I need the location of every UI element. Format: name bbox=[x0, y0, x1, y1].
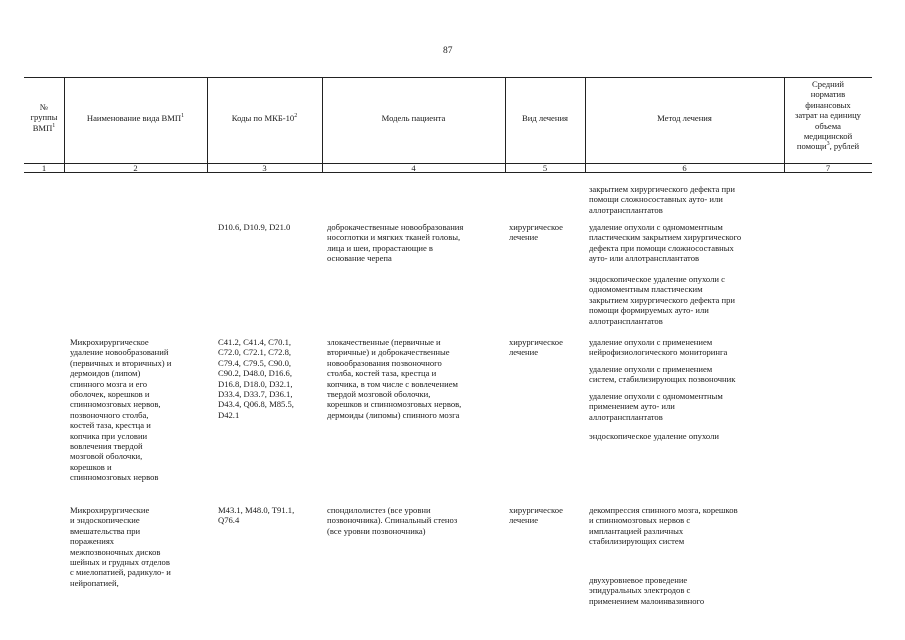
col-divider-3 bbox=[322, 77, 323, 172]
header-group-number: № группы ВМП$^1$ bbox=[30, 102, 58, 133]
treatment-method-text: декомпрессия спинного мозга, корешков и спинномозговых нервов с имплантацией различных стабилизирующих систем bbox=[589, 505, 738, 547]
col-number-3: 3 bbox=[262, 163, 267, 173]
patient-model-text: доброкачественные новообразования носоглотки и мягких тканей головы, лица и шеи, прорастающие в основание черепа bbox=[327, 222, 464, 264]
table-top-border bbox=[24, 77, 872, 78]
col-number-6: 6 bbox=[682, 163, 687, 173]
vmp-name-text: Микрохирургическое удаление новообразований (первичных и вторичных) и дермоидов (липом) спинного мозга и его оболочек, корешков и спинномозговых нервов, позвоночного столба, костей таза, крестца и копчика при условии вовлечения твердой мозговой оболочки, корешков и спинномозговых нервов bbox=[70, 337, 172, 483]
treatment-type-text: хирургическое лечение bbox=[509, 505, 563, 526]
col-number-1: 1 bbox=[41, 163, 47, 173]
treatment-method-text: двухуровневое проведение эпидуральных электродов с применением малоинвазивного bbox=[589, 575, 705, 606]
treatment-method-text: удаление опухоли с применением нейрофизиологического мониторинга bbox=[589, 337, 728, 358]
treatment-method-text: эндоскопическое удаление опухоли bbox=[589, 431, 720, 441]
patient-model-text: злокачественные (первичные и вторичные) и доброкачественные новообразования позвоночного столба, костей таза, крестца и копчика, в том числе с вовлечением твердой мозговой оболочки, корешков и спинномозговых нервов, дермоиды (липомы) спинного мозга bbox=[327, 337, 462, 420]
icd-codes-text: M43.1, M48.0, T91.1, Q76.4 bbox=[218, 505, 295, 526]
col-number-5: 5 bbox=[542, 163, 548, 173]
header-average-cost: Средний норматив финансовых затрат на единицу объема медицинской помощи$^3$, рублей bbox=[795, 79, 861, 152]
header-vmp-name: Наименование вида ВМП$^1$ bbox=[86, 113, 185, 123]
col-divider-4 bbox=[505, 77, 506, 172]
header-treatment-type: Вид лечения bbox=[521, 113, 569, 123]
col-divider-1 bbox=[64, 77, 65, 172]
col-divider-5 bbox=[585, 77, 586, 172]
header-patient-model: Модель пациента bbox=[381, 113, 446, 123]
col-number-4: 4 bbox=[411, 163, 416, 173]
treatment-method-text: удаление опухоли с применением систем, стабилизирующих позвоночник bbox=[589, 364, 736, 385]
col-number-7: 7 bbox=[825, 163, 831, 173]
treatment-method-text: эндоскопическое удаление опухоли с одномоментным пластическим закрытием хирургического дефекта при помощи формируемых ауто- или аллотрансплантатов bbox=[589, 274, 736, 326]
treatment-method-text: закрытием хирургического дефекта при помощи сложносоставных ауто- или аллотрансплантатов bbox=[589, 184, 736, 215]
col-divider-2 bbox=[207, 77, 208, 172]
icd-codes-text: C41.2, C41.4, C70.1, C72.0, C72.1, C72.8, C79.4, C79.5, C90.0, C90.2, D48.0, D16.6, D16.8, D18.0, D32.1, D33.4, D33.7, D36.1, D43.4, Q06.8, M85.5, D42.1 bbox=[218, 337, 294, 420]
patient-model-text: спондилолистез (все уровни позвоночника). Спинальный стеноз (все уровни позвоночника) bbox=[327, 505, 458, 536]
page-number: 87 bbox=[443, 46, 453, 56]
icd-codes-text: D10.6, D10.9, D21.0 bbox=[218, 222, 291, 232]
treatment-type-text: хирургическое лечение bbox=[509, 222, 563, 243]
treatment-method-text: удаление опухоли с одномоментным пластическим закрытием хирургического дефекта при помощи сложносоставных ауто- или аллотрансплантатов bbox=[589, 222, 742, 264]
vmp-name-text: Микрохирургические и эндоскопические вмешательства при поражениях межпозвоночных дисков шейных и грудных отделов с миелопатией, радикуло- и нейропатией, bbox=[70, 505, 171, 588]
col-number-2: 2 bbox=[133, 163, 138, 173]
treatment-method-text: удаление опухоли с одномоментным применением ауто- или аллотрансплантатов bbox=[589, 391, 723, 422]
treatment-type-text: хирургическое лечение bbox=[509, 337, 563, 358]
header-treatment-method: Метод лечения bbox=[657, 113, 712, 123]
header-icd-codes: Коды по МКБ-$10^2$ bbox=[231, 113, 298, 123]
